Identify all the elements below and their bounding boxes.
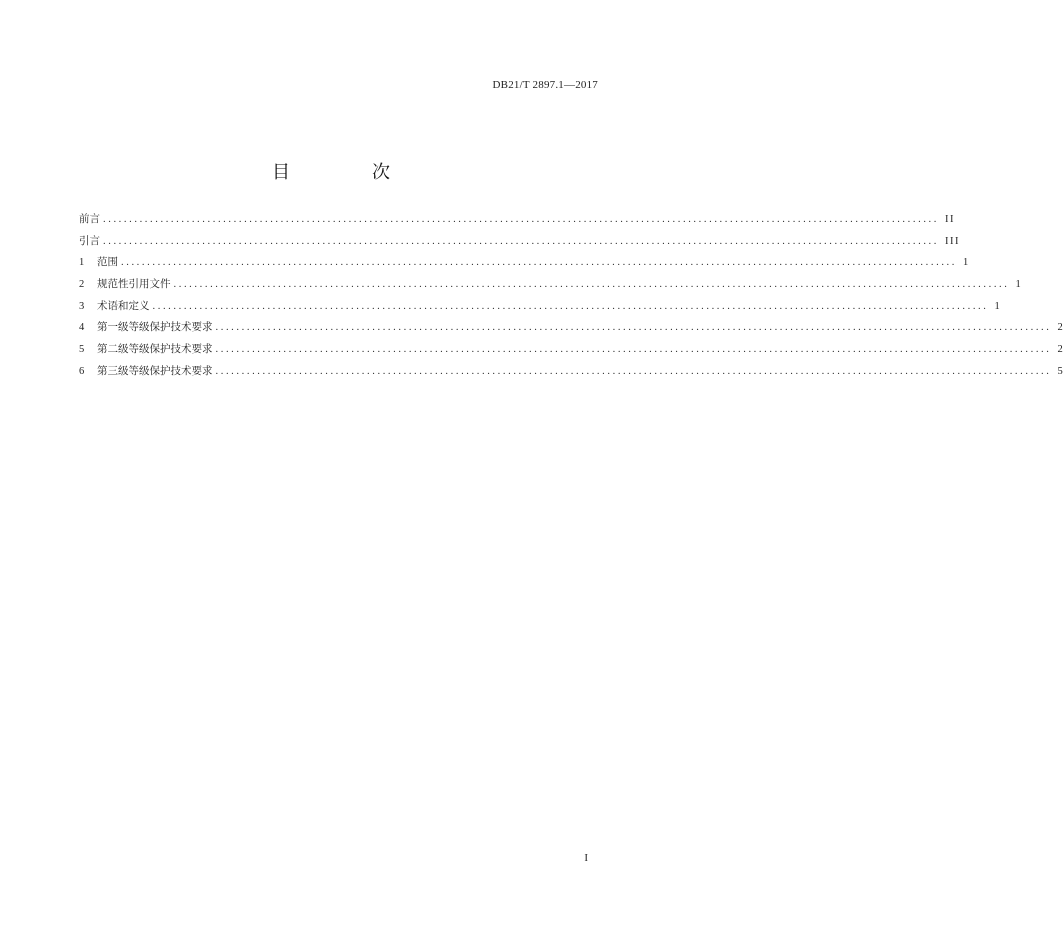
toc-entry-label: 术语和定义 xyxy=(97,299,150,312)
toc-entry-number: 3 xyxy=(79,300,85,312)
toc-leader-dots: ................................................................................................................................................................ xyxy=(103,214,939,225)
toc-entry-level-2-requirements[interactable] xyxy=(79,339,1064,361)
toc-leader-dots: ................................................................................................................................................................ xyxy=(173,279,1010,291)
toc-entry-page: 1 xyxy=(963,257,970,269)
toc-entry-number: 6 xyxy=(79,365,85,377)
toc-entry-label: 引言 xyxy=(79,234,100,247)
toc-entry-scope[interactable] xyxy=(79,252,970,274)
toc-entry-page: 5 xyxy=(1057,365,1064,377)
page-title: 目 次 xyxy=(272,162,422,183)
toc-leader-dots: ................................................................................................................................................................ xyxy=(103,235,939,247)
toc-entry-page: 1 xyxy=(994,300,1002,312)
toc-leader-dots: ................................................................................................................................................................ xyxy=(215,365,1052,377)
toc-entry-label: 前言 xyxy=(79,213,100,225)
toc-entry-page: 2 xyxy=(1057,322,1064,334)
toc-entry-label: 第一级等级保护技术要求 xyxy=(97,321,213,334)
document-code: DB21/T 2897.1—2017 xyxy=(492,79,598,91)
toc-leader-dots: ................................................................................................................................................................ xyxy=(152,300,989,312)
toc-entry-introduction[interactable] xyxy=(79,231,960,253)
toc-entry-label: 第三级等级保护技术要求 xyxy=(97,364,213,377)
toc-entry-number: 1 xyxy=(79,257,85,269)
toc-entry-number: 2 xyxy=(79,279,85,291)
toc-leader-dots: ................................................................................................................................................................ xyxy=(215,344,1052,356)
toc-leader-dots: ................................................................................................................................................................ xyxy=(215,322,1052,334)
toc-entry-foreword[interactable] xyxy=(79,209,955,231)
page-number: I xyxy=(584,852,588,864)
toc-entry-page: II xyxy=(945,214,955,225)
toc-entry-page: 1 xyxy=(1015,279,1023,291)
toc-entry-number: 4 xyxy=(79,322,85,334)
toc-entry-level-1-requirements[interactable] xyxy=(79,317,1064,339)
toc-entry-normative-references[interactable] xyxy=(79,274,1023,296)
toc-entry-terms-definitions[interactable] xyxy=(79,296,1002,318)
toc-entry-page: III xyxy=(945,235,960,247)
toc-entry-label: 范围 xyxy=(97,256,118,269)
toc-entry-label: 规范性引用文件 xyxy=(97,278,171,291)
toc-leader-dots: ................................................................................................................................................................ xyxy=(121,257,957,269)
toc-entry-label: 第二级等级保护技术要求 xyxy=(97,343,213,356)
table-of-contents xyxy=(79,209,1064,383)
toc-entry-number: 5 xyxy=(79,344,85,356)
toc-entry-page: 2 xyxy=(1057,344,1064,356)
toc-entry-level-3-requirements[interactable] xyxy=(79,361,1064,383)
